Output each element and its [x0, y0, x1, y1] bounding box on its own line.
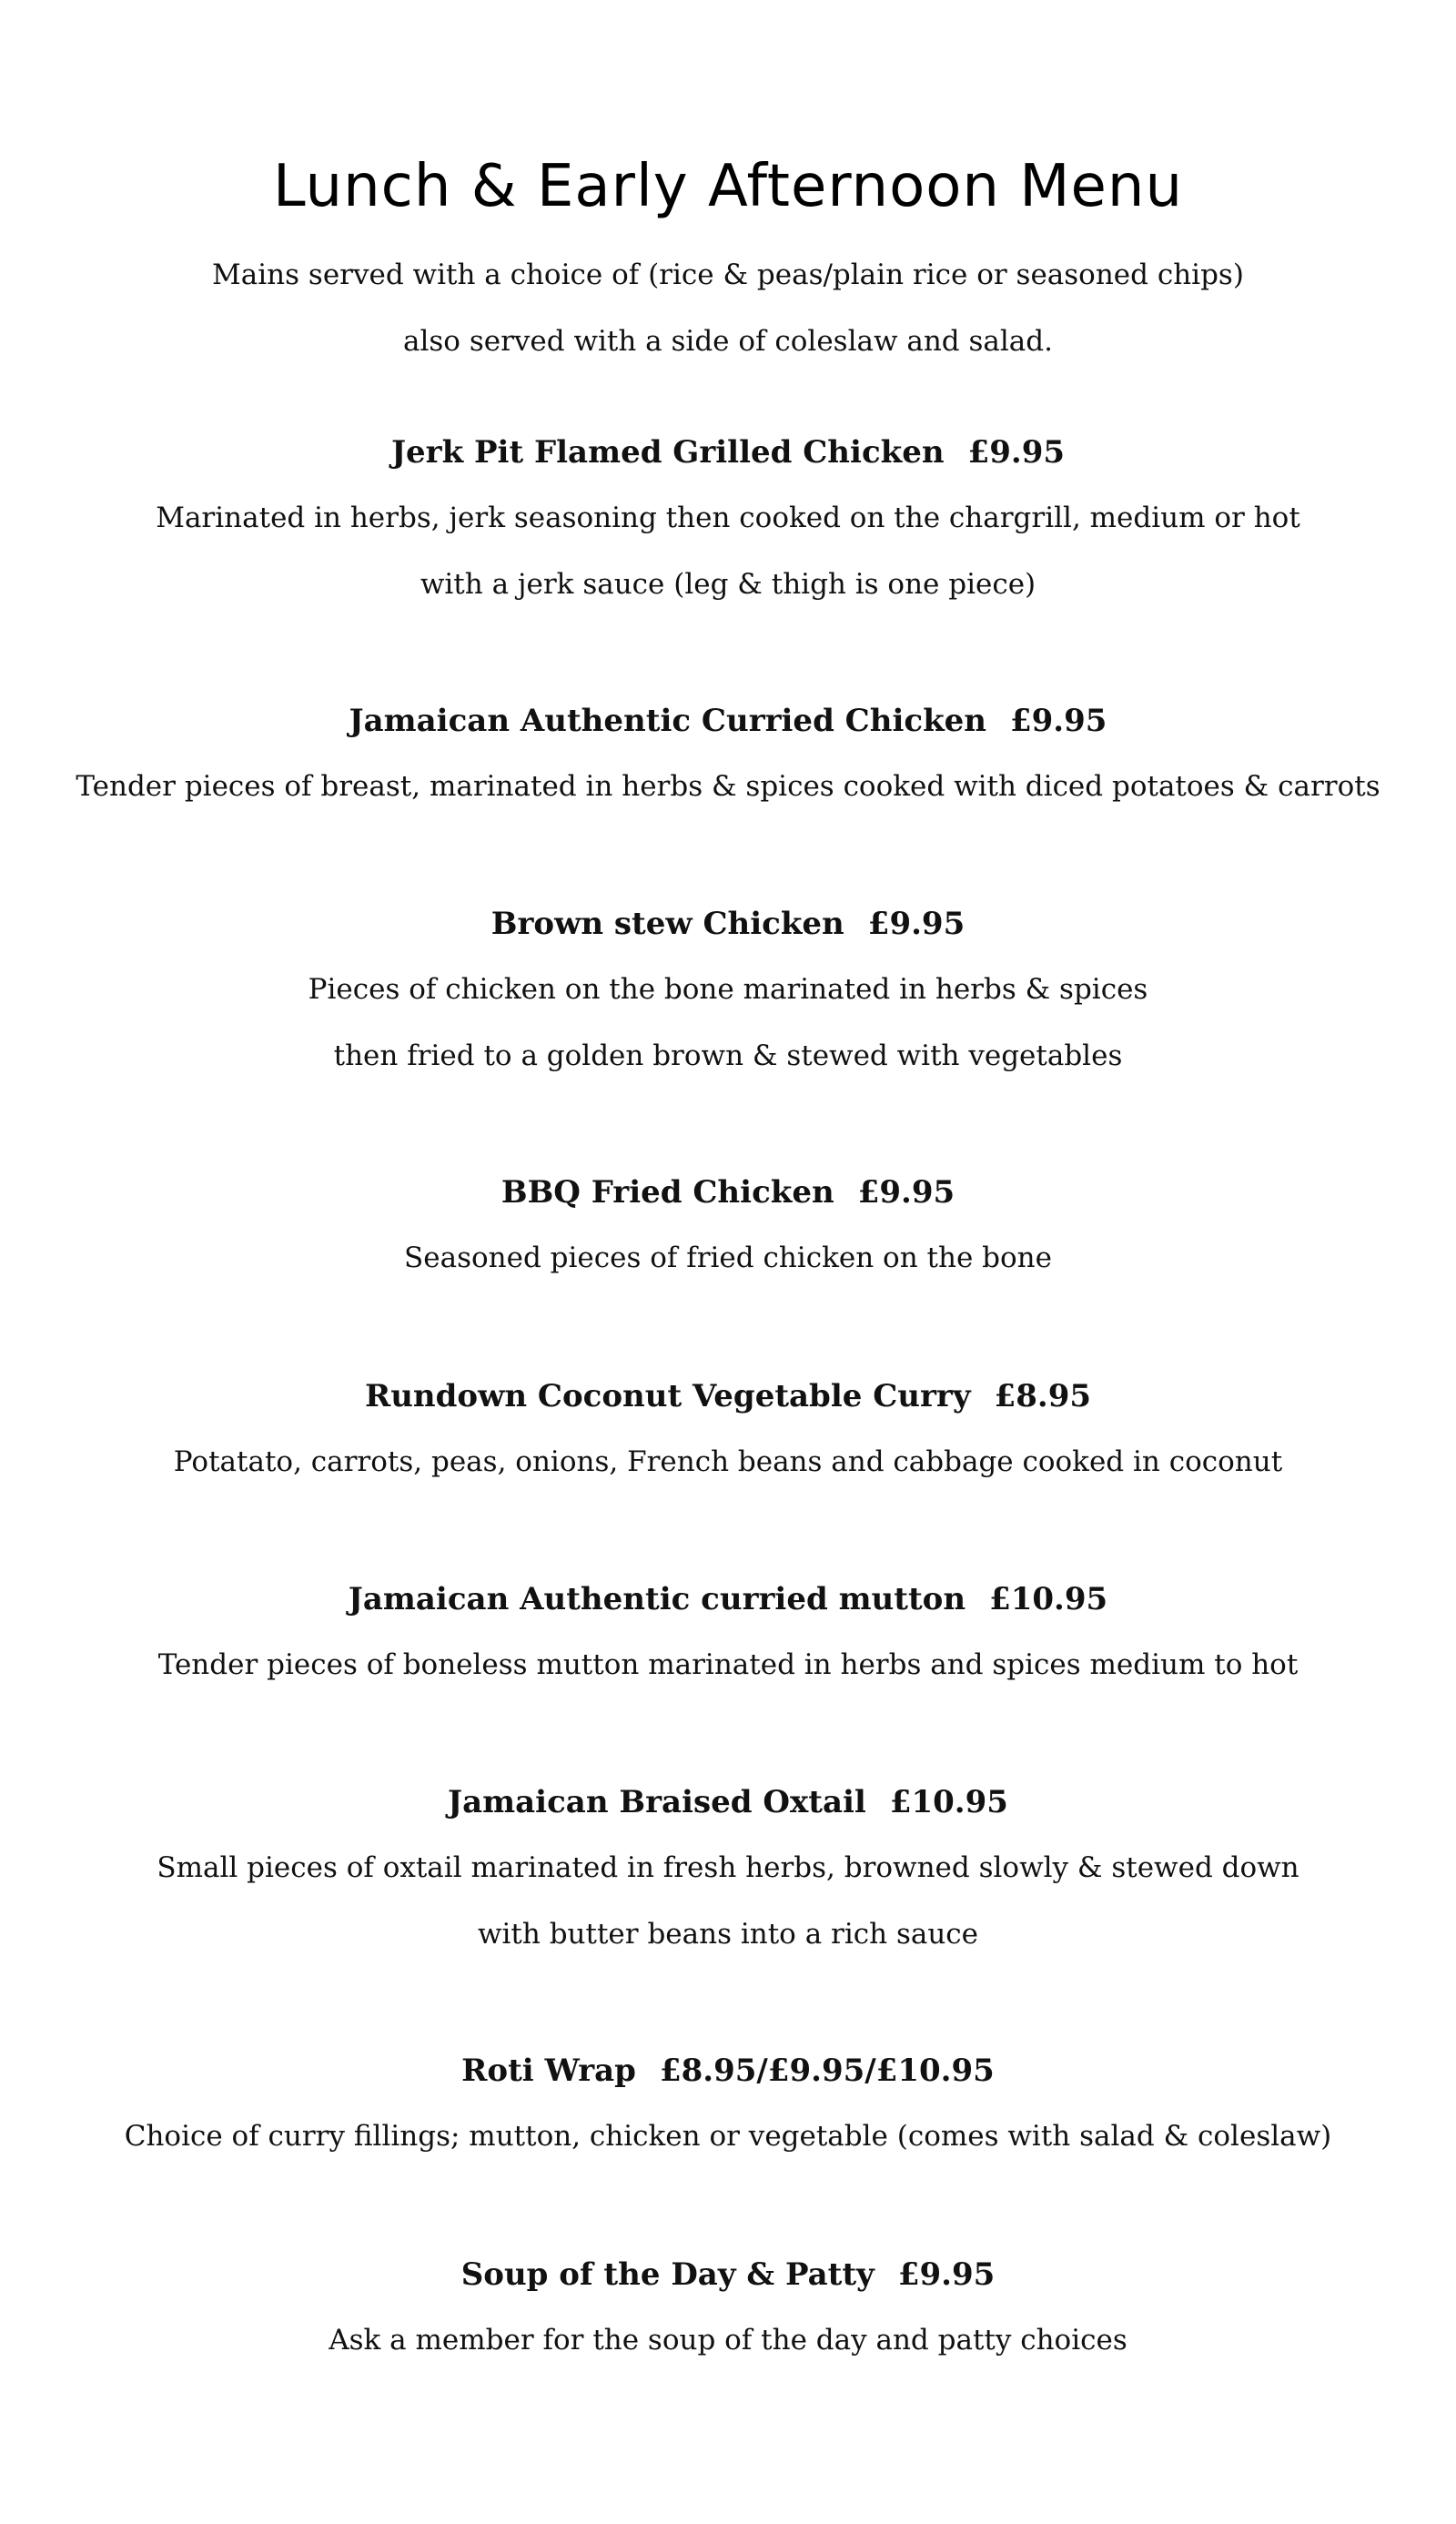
menu-item [0, 701, 1456, 805]
item-description: Small pieces of oxtail marinated in fresh herbs, browned slowly & stewed down [157, 1851, 1299, 1884]
item-heading [0, 701, 1456, 741]
item-heading [0, 904, 1456, 944]
item-description: then fried to a golden brown & stewed with vegetables [333, 1039, 1123, 1072]
item-description: Pieces of chicken on the bone marinated in herbs & spices [308, 973, 1148, 1006]
item-description: Seasoned pieces of fried chicken on the bone [404, 1242, 1052, 1274]
item-name: Soup of the Day & Patty [460, 2256, 875, 2293]
item-price: £10.95 [889, 1784, 1008, 1820]
item-description: Marinated in herbs, jerk seasoning then cooked on the chargrill, medium or hot [156, 502, 1300, 534]
item-heading [0, 1579, 1456, 1619]
item-price: £9.95 [897, 2256, 996, 2293]
menu-item [0, 1782, 1456, 1952]
item-price: £9.95 [1009, 703, 1107, 739]
item-description: with a jerk sauce (leg & thigh is one piece) [420, 568, 1036, 601]
item-name: Jerk Pit Flamed Grilled Chicken [390, 434, 945, 471]
item-name: Jamaican Authentic Curried Chicken [349, 703, 986, 739]
item-name: Brown stew Chicken [490, 906, 844, 942]
menu-item [0, 2255, 1456, 2358]
item-price: £9.95 [967, 434, 1066, 471]
item-heading [0, 2255, 1456, 2295]
menu-item [0, 904, 1456, 1074]
item-description: Potatato, carrots, peas, onions, French beans and cabbage cooked in coconut [173, 1445, 1283, 1478]
item-description: Choice of curry fillings; mutton, chicken or vegetable (comes with salad & coleslaw) [124, 2120, 1332, 2153]
item-heading [0, 1172, 1456, 1212]
item-name: Rundown Coconut Vegetable Curry [364, 1378, 971, 1414]
menu-item [0, 1579, 1456, 1683]
intro-line: also served with a side of coleslaw and salad. [403, 325, 1053, 358]
item-heading [0, 2051, 1456, 2091]
item-name: Jamaican Braised Oxtail [448, 1784, 866, 1820]
item-name: Roti Wrap [461, 2053, 636, 2089]
item-price: £10.95 [989, 1581, 1108, 1617]
intro-line: Mains served with a choice of (rice & peas/plain rice or seasoned chips) [212, 258, 1244, 291]
item-price: £8.95 [994, 1378, 1092, 1414]
item-description: Tender pieces of breast, marinated in herbs & spices cooked with diced potatoes & carrots [76, 770, 1380, 803]
menu-item [0, 1172, 1456, 1276]
item-name: BBQ Fried Chicken [500, 1174, 834, 1211]
item-heading [0, 1782, 1456, 1822]
item-heading [0, 1376, 1456, 1416]
item-description: Ask a member for the soup of the day and patty choices [329, 2324, 1127, 2357]
item-description: with butter beans into a rich sauce [477, 1918, 979, 1951]
item-name: Jamaican Authentic curried mutton [348, 1581, 966, 1617]
item-price: £9.95 [857, 1174, 956, 1211]
menu-item [0, 1376, 1456, 1480]
menu-title: Lunch & Early Afternoon Menu [272, 153, 1184, 220]
item-heading [0, 432, 1456, 472]
item-price: £8.95/£9.95/£10.95 [659, 2053, 995, 2089]
item-price: £9.95 [867, 906, 966, 942]
menu-item [0, 432, 1456, 603]
item-description: Tender pieces of boneless mutton marinated in herbs and spices medium to hot [157, 1648, 1299, 1681]
menu-item [0, 2051, 1456, 2154]
